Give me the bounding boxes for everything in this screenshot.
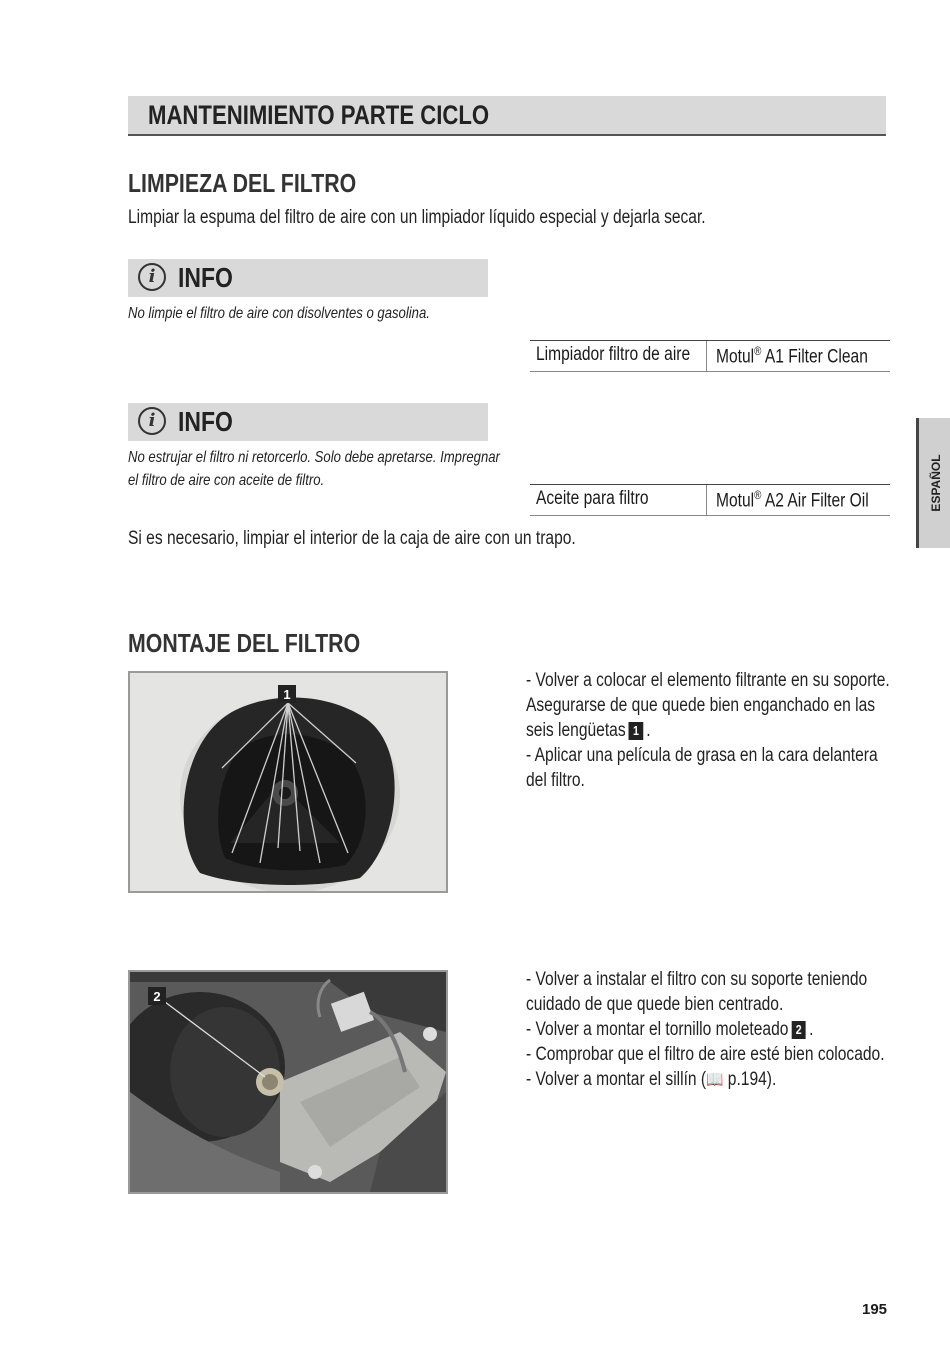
language-tab: ESPAÑOL [916,418,950,548]
extra-text: Si es necesario, limpiar el interior de la caja de aire con un trapo. [128,528,576,549]
spec-value: Motul® A1 Filter Clean [716,344,868,368]
photo-marker-2: 2 [153,989,161,1004]
spec-row-cleaner [530,340,890,372]
spec-value: Motul® A2 Air Filter Oil [716,488,869,512]
mounting-step-1: - Volver a colocar el elemento filtrante en su soporte. Asegurarse de que quede bien enganchado en las seis lengüetas 1 . - Aplicar una película de grasa en la cara delantera del filtro. [526,670,890,791]
spec-divider [706,485,707,515]
info-box-1 [128,259,488,297]
mounting-heading: MONTAJE DEL FILTRO [128,628,361,658]
spec-name: Aceite para filtro [536,488,649,509]
info-label: INFO [178,262,233,293]
mounting-step-2: - Volver a instalar el filtro con su soporte teniendo cuidado de que quede bien centrado. - Volver a montar el tornillo moleteado 2 . - Comprobar que el filtro de aire esté bien colocado. - Volver a montar el sillín (📖 p.194). [526,969,885,1090]
callout-marker-1: 1 [629,722,643,740]
info-note-2: No estrujar el filtro ni retorcerlo. Solo debe apretarse. Impregnar el filtro de aire con aceite de filtro. [128,449,500,489]
installed-filter-photo [128,970,448,1194]
spec-row-oil [530,484,890,516]
air-filter-photo [128,671,448,893]
photo-marker-1: 1 [283,687,291,702]
info-note-1: No limpie el filtro de aire con disolventes o gasolina. [128,305,430,322]
page-number: 195 [862,1301,888,1318]
cleaning-text: Limpiar la espuma del filtro de aire con un limpiador líquido especial y dejarla secar. [128,207,706,228]
section-header [128,96,886,136]
info-label: INFO [178,406,233,437]
info-icon: i [138,407,166,435]
cleaning-heading: LIMPIEZA DEL FILTRO [128,168,357,198]
book-icon: 📖 [706,1070,724,1089]
callout-marker-2: 2 [792,1021,806,1039]
info-icon: i [138,263,166,291]
info-box-2 [128,403,488,441]
section-title: MANTENIMIENTO PARTE CICLO [148,100,490,130]
spec-name: Limpiador filtro de aire [536,344,691,365]
spec-divider [706,341,707,371]
